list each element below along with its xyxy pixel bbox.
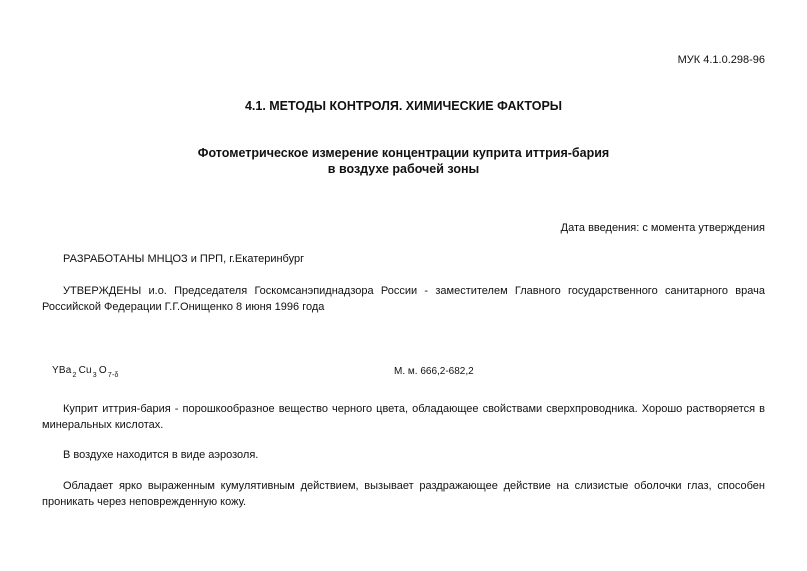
description-paragraph: Куприт иттрия-бария - порошкообразное вещество черного цвета, обладающее свойствами сверхпроводника. Хорошо растворяется в минеральных кислотах. — [42, 403, 765, 431]
formula-sub-3: 3 — [92, 372, 97, 379]
formula-sub-o: 7-δ — [107, 372, 119, 379]
document-title-line-2: в воздухе рабочей зоны — [327, 162, 480, 176]
approved-by-paragraph: УТВЕРЖДЕНЫ и.о. Председателя Госкомсанэпиднадзора России - заместителем Главного государственного санитарного врача Российской Федерации Г.Г.Онищенко 8 июня 1996 года — [42, 285, 765, 313]
formula-yba: YBa — [52, 365, 72, 376]
introduction-date: Дата введения: с момента утверждения — [560, 222, 765, 234]
effects-paragraph: Обладает ярко выраженным кумулятивным действием, вызывает раздражающее действие на слизистые оболочки глаз, способен проникать через неповрежденную кожу. — [42, 480, 765, 508]
document-title-line-1: Фотометрическое измерение концентрации куприта иттрия-бария — [197, 146, 610, 160]
developed-by-paragraph: РАЗРАБОТАНЫ МНЦОЗ и ПРП, г.Екатеринбург — [63, 253, 305, 265]
molar-mass: М. м. 666,2-682,2 — [394, 366, 474, 377]
formula-cu: Cu — [78, 365, 92, 376]
formula-o: O — [98, 365, 107, 376]
aerosol-paragraph: В воздухе находится в виде аэрозоля. — [63, 449, 259, 461]
formula-sub-2: 2 — [72, 372, 77, 379]
document-code: МУК 4.1.0.298-96 — [677, 54, 765, 66]
chemical-formula — [52, 365, 121, 379]
section-title: 4.1. МЕТОДЫ КОНТРОЛЯ. ХИМИЧЕСКИЕ ФАКТОРЫ — [244, 99, 563, 113]
